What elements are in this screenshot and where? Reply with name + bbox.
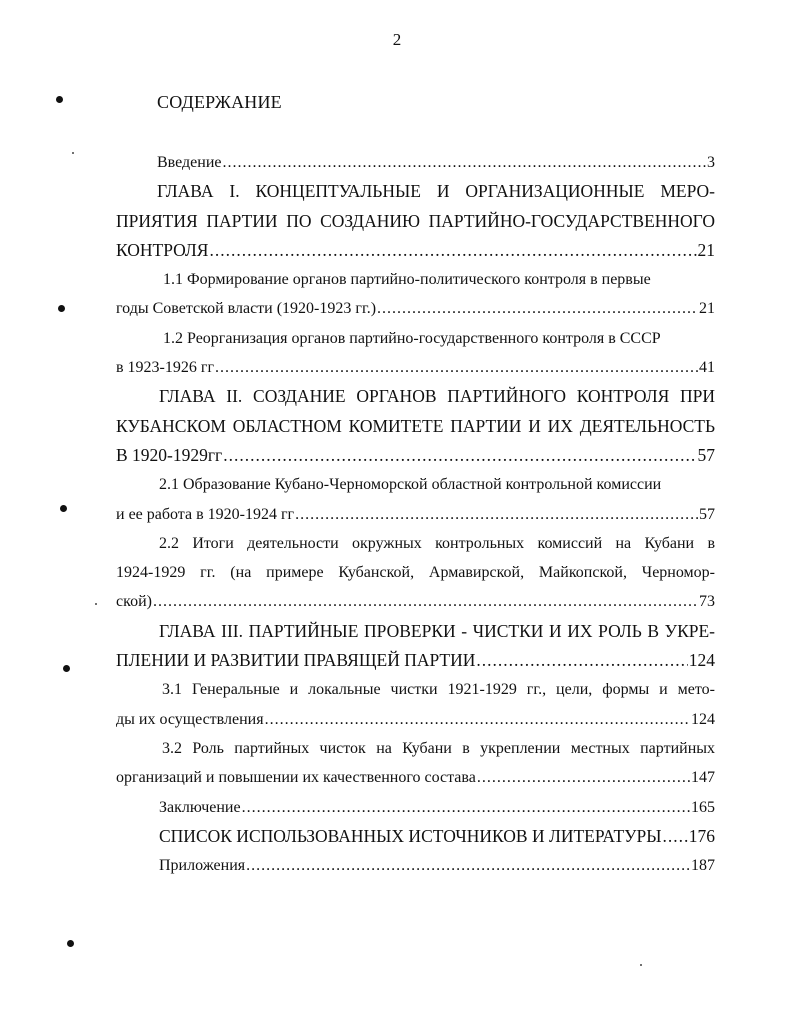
page-number: 2: [392, 30, 402, 49]
toc-section-1-2-line-2: в 1923-1926 гг ..... 41: [116, 353, 715, 382]
page-ref: 57: [697, 444, 715, 465]
dot-leader: [242, 793, 690, 822]
toc-chapter-1-line-1: ГЛАВА I. КОНЦЕПТУАЛЬНЫЕ И ОРГАНИЗАЦИОННЫЕ МЕРО-: [157, 181, 715, 202]
toc-entry-appendix: Приложения ..... 187: [116, 851, 715, 880]
toc-section-2-1-line-2: и ее работа в 1920-1924 гг ..... 57: [116, 500, 715, 529]
dot-leader: [265, 705, 690, 734]
toc-chapter-2-line-2: КУБАНСКОМ ОБЛАСТНОМ КОМИТЕТЕ ПАРТИИ И ИХ ДЕЯТЕЛЬНОСТЬ: [116, 415, 715, 436]
punch-mark: [58, 305, 65, 312]
speck: [640, 964, 642, 966]
dot-leader: [246, 851, 690, 880]
toc-section-2-2-line-3: ской) ..... 73: [116, 587, 715, 616]
speck: [72, 152, 74, 154]
dot-leader: [223, 441, 696, 470]
dot-leader: [476, 646, 687, 675]
punch-mark: [67, 940, 74, 947]
dot-leader: [209, 236, 696, 265]
toc-section-1-1-line-2: годы Советской власти (1920-1923 гг.) ..... 21: [116, 294, 715, 323]
dot-leader: [153, 587, 698, 616]
toc-section-1-2-line-1: 1.2 Реорганизация органов партийно-государственного контроля в СССР: [163, 329, 661, 347]
toc-chapter-3-line-2: ПЛЕНИИ И РАЗВИТИИ ПРАВЯЩЕЙ ПАРТИИ ..... 124: [116, 646, 715, 675]
toc-chapter-2-line-3: В 1920-1929гг ..... 57: [116, 441, 715, 470]
toc-chapter-3-line-1: ГЛАВА III. ПАРТИЙНЫЕ ПРОВЕРКИ - ЧИСТКИ И ИХ РОЛЬ В УКРЕ-: [159, 620, 715, 641]
dot-leader: [663, 822, 688, 851]
page-ref: 147: [691, 769, 715, 787]
speck: [95, 603, 97, 605]
punch-mark: [56, 96, 63, 103]
toc-section-3-2-line-1: 3.2 Роль партийных чисток на Кубани в укреплении местных партийных: [162, 739, 715, 757]
toc-section-3-1-line-1: 3.1 Генеральные и локальные чистки 1921-1929 гг., цели, формы и мето-: [162, 681, 715, 699]
toc-section-3-2-line-2: организаций и повышении их качественного состава ..... 147: [116, 763, 715, 792]
dot-leader: [223, 148, 707, 177]
table-of-contents: [116, 148, 715, 880]
toc-section-3-1-line-2: ды их осуществления ..... 124: [116, 705, 715, 734]
punch-mark: [63, 665, 70, 672]
toc-entry-conclusion: Заключение ..... 165: [116, 793, 715, 822]
dot-leader: [377, 294, 698, 323]
page-ref: 187: [691, 857, 715, 875]
toc-entry-introduction: Введение ..... 3: [116, 148, 715, 177]
toc-section-2-1-line-1: 2.1 Образование Кубано-Черноморской областной контрольной комиссии: [159, 476, 662, 494]
page-ref: 176: [688, 825, 715, 846]
dot-leader: [295, 500, 698, 529]
dot-leader: [215, 353, 698, 382]
toc-chapter-1-line-2: ПРИЯТИЯ ПАРТИИ ПО СОЗДАНИЮ ПАРТИЙНО-ГОСУДАРСТВЕННОГО: [116, 210, 715, 231]
page-ref: 41: [699, 359, 715, 377]
page-title: СОДЕРЖАНИЕ: [157, 92, 282, 112]
toc-section-2-2-line-2: 1924-1929 гг. (на примере Кубанской, Армавирской, Майкопской, Черномор-: [116, 564, 715, 582]
toc-chapter-1-line-3: КОНТРОЛЯ ..... 21: [116, 236, 715, 265]
page-ref: 124: [691, 710, 715, 728]
toc-chapter-2-line-1: ГЛАВА II. СОЗДАНИЕ ОРГАНОВ ПАРТИЙНОГО КОНТРОЛЯ ПРИ: [159, 386, 715, 407]
toc-section-2-2-line-1: 2.2 Итоги деятельности окружных контрольных комиссий на Кубани в: [159, 534, 715, 552]
page-ref: 73: [699, 593, 715, 611]
page-ref: 124: [688, 650, 715, 671]
toc-section-1-1-line-1: 1.1 Формирование органов партийно-политического контроля в первые: [163, 271, 651, 289]
page-ref: 57: [699, 505, 715, 523]
page-ref: 21: [697, 239, 715, 260]
page-ref: 3: [707, 154, 715, 171]
page-ref: 165: [691, 798, 715, 816]
punch-mark: [60, 505, 67, 512]
dot-leader: [477, 763, 690, 792]
page-ref: 21: [699, 300, 715, 318]
toc-entry-sources: СПИСОК ИСПОЛЬЗОВАННЫХ ИСТОЧНИКОВ И ЛИТЕРАТУРЫ ..... 176: [116, 822, 715, 851]
